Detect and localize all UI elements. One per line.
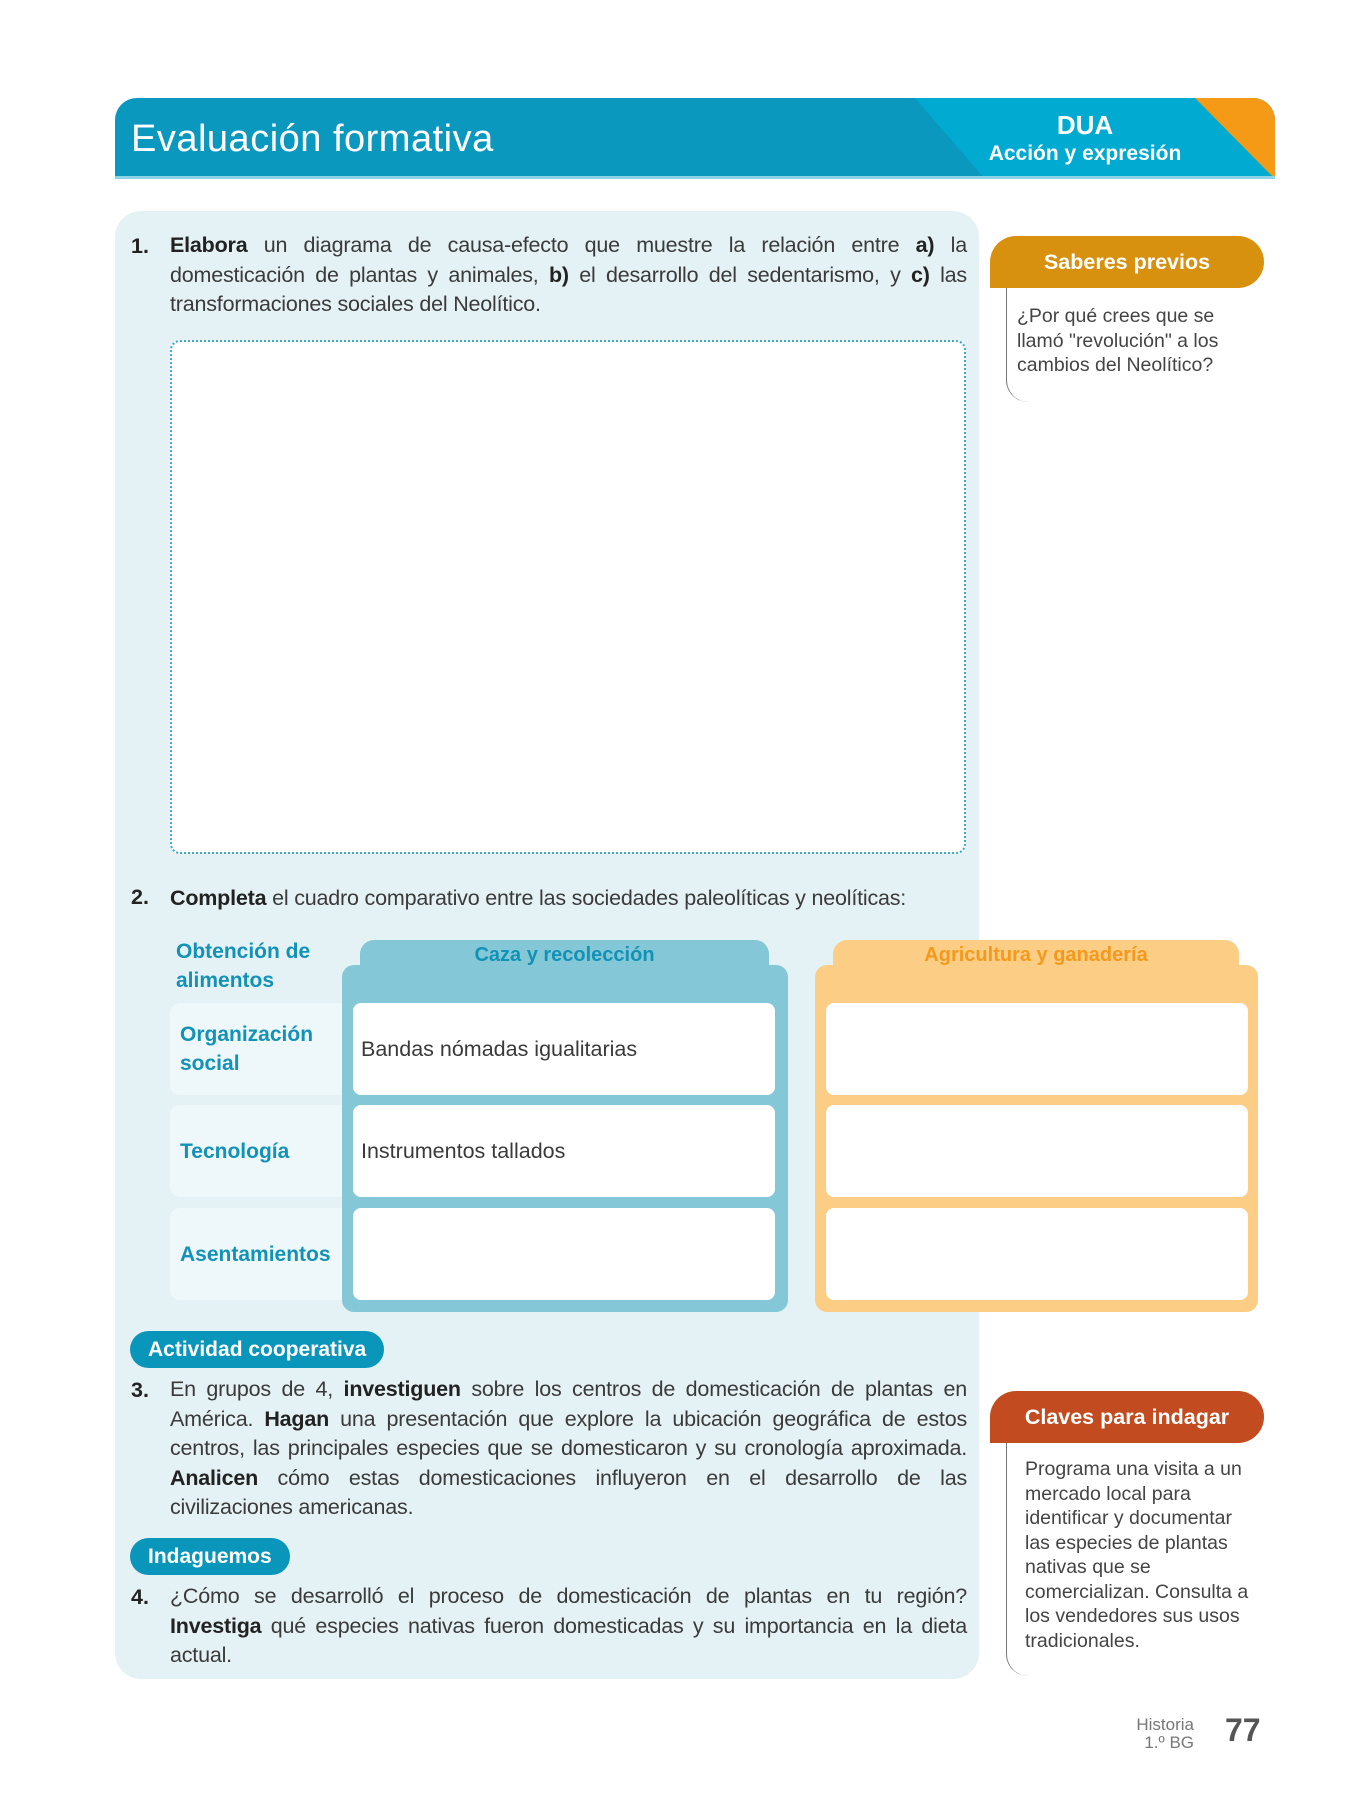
q2-number: 2. [131, 885, 149, 909]
q1-verb: Elabora [170, 233, 248, 257]
footer-subject-name: Historia [1136, 1715, 1194, 1734]
q3-t4: cómo estas domesticaciones influyeron en el desarrollo de las civilizaciones americanas. [170, 1465, 967, 1519]
page-title: Evaluación formativa [131, 118, 494, 160]
dua-label: DUA [1056, 110, 1114, 140]
q4-v1: Investiga [170, 1613, 262, 1638]
q2-verb: Completa [170, 886, 267, 910]
q3-t3: una presentación que explore la ubicación geográfica de estos centros, las principales especies que se domesticaron y su cronología aproximada. [170, 1406, 967, 1460]
saberes-previos-title: Saberes previos [990, 236, 1264, 288]
table-cell[interactable] [826, 1208, 1248, 1300]
claves-title: Claves para indagar [990, 1391, 1264, 1443]
q4-text [170, 1582, 967, 1671]
q3-text [170, 1375, 967, 1523]
q3-t1: En grupos de 4, [170, 1377, 344, 1401]
q1-number: 1. [131, 234, 149, 258]
diagram-answer-area[interactable] [170, 340, 966, 854]
q1-a: a) [915, 233, 935, 257]
q1-c: c) [911, 262, 930, 287]
dua-subtitle: Acción y expresión [988, 142, 1182, 165]
q1-b: b) [548, 262, 569, 287]
indaguemos-badge: Indaguemos [130, 1538, 290, 1575]
table-corner-label: Obtención de alimentos [176, 940, 311, 992]
saberes-previos-text: ¿Por qué crees que se llamó "revolución" a los cambios del Neolítico? [1017, 305, 1219, 376]
section-header [115, 98, 1275, 179]
claves-text: Programa una visita a un mercado local para identificar y documentar las especies de plantas nativas que se comercializan. Consulta a los vendedores sus usos tradicionales. [1025, 1458, 1249, 1652]
q1-text [170, 231, 967, 320]
q4-t2: qué especies nativas fueron domesticadas y su importancia en la dieta actual. [170, 1613, 967, 1667]
table-cell[interactable]: Instrumentos tallados [353, 1105, 775, 1197]
claves-box [990, 1391, 1264, 1676]
q2-t: el cuadro comparativo entre las sociedades paleolíticas y neolíticas: [266, 886, 907, 910]
q1-t4: las transformaciones sociales del Neolítico. [170, 262, 967, 316]
actividad-cooperativa-badge: Actividad cooperativa [130, 1331, 384, 1368]
q4-t1: ¿Cómo se desarrolló el proceso de domesticación de plantas en tu región? [170, 1584, 967, 1608]
table-cell[interactable] [826, 1003, 1248, 1095]
q3-v2: Hagan [264, 1406, 330, 1431]
footer-subject [1110, 1716, 1194, 1752]
q3-v1: investiguen [343, 1377, 461, 1401]
column-header: Agricultura y ganadería [924, 944, 1148, 966]
q4-number: 4. [131, 1585, 149, 1609]
footer-grade: 1.º BG [1144, 1733, 1194, 1752]
q2-text [170, 884, 970, 914]
column-header: Caza y recolección [474, 944, 655, 966]
claves-body [1006, 1443, 1249, 1676]
row-label: Organización social [170, 1003, 350, 1095]
q1-t1: un diagrama de causa-efecto que muestre la relación entre [247, 233, 916, 257]
saberes-previos-box [990, 236, 1264, 402]
row-label: Asentamientos [170, 1208, 350, 1300]
table-cell[interactable] [826, 1105, 1248, 1197]
saberes-previos-body [1006, 288, 1236, 402]
table-cell[interactable] [353, 1208, 775, 1300]
q3-t2: sobre los centros de domesticación de plantas en América. [170, 1377, 968, 1431]
row-label: Tecnología [170, 1105, 350, 1197]
q1-t2: la domesticación de plantas y animales, [170, 233, 967, 287]
q1-t3: el desarrollo del sedentarismo, y [568, 262, 911, 287]
q3-v3: Analicen [170, 1465, 259, 1490]
q3-number: 3. [131, 1378, 149, 1402]
table-cell[interactable]: Bandas nómadas igualitarias [353, 1003, 775, 1095]
page-number: 77 [1225, 1712, 1261, 1748]
